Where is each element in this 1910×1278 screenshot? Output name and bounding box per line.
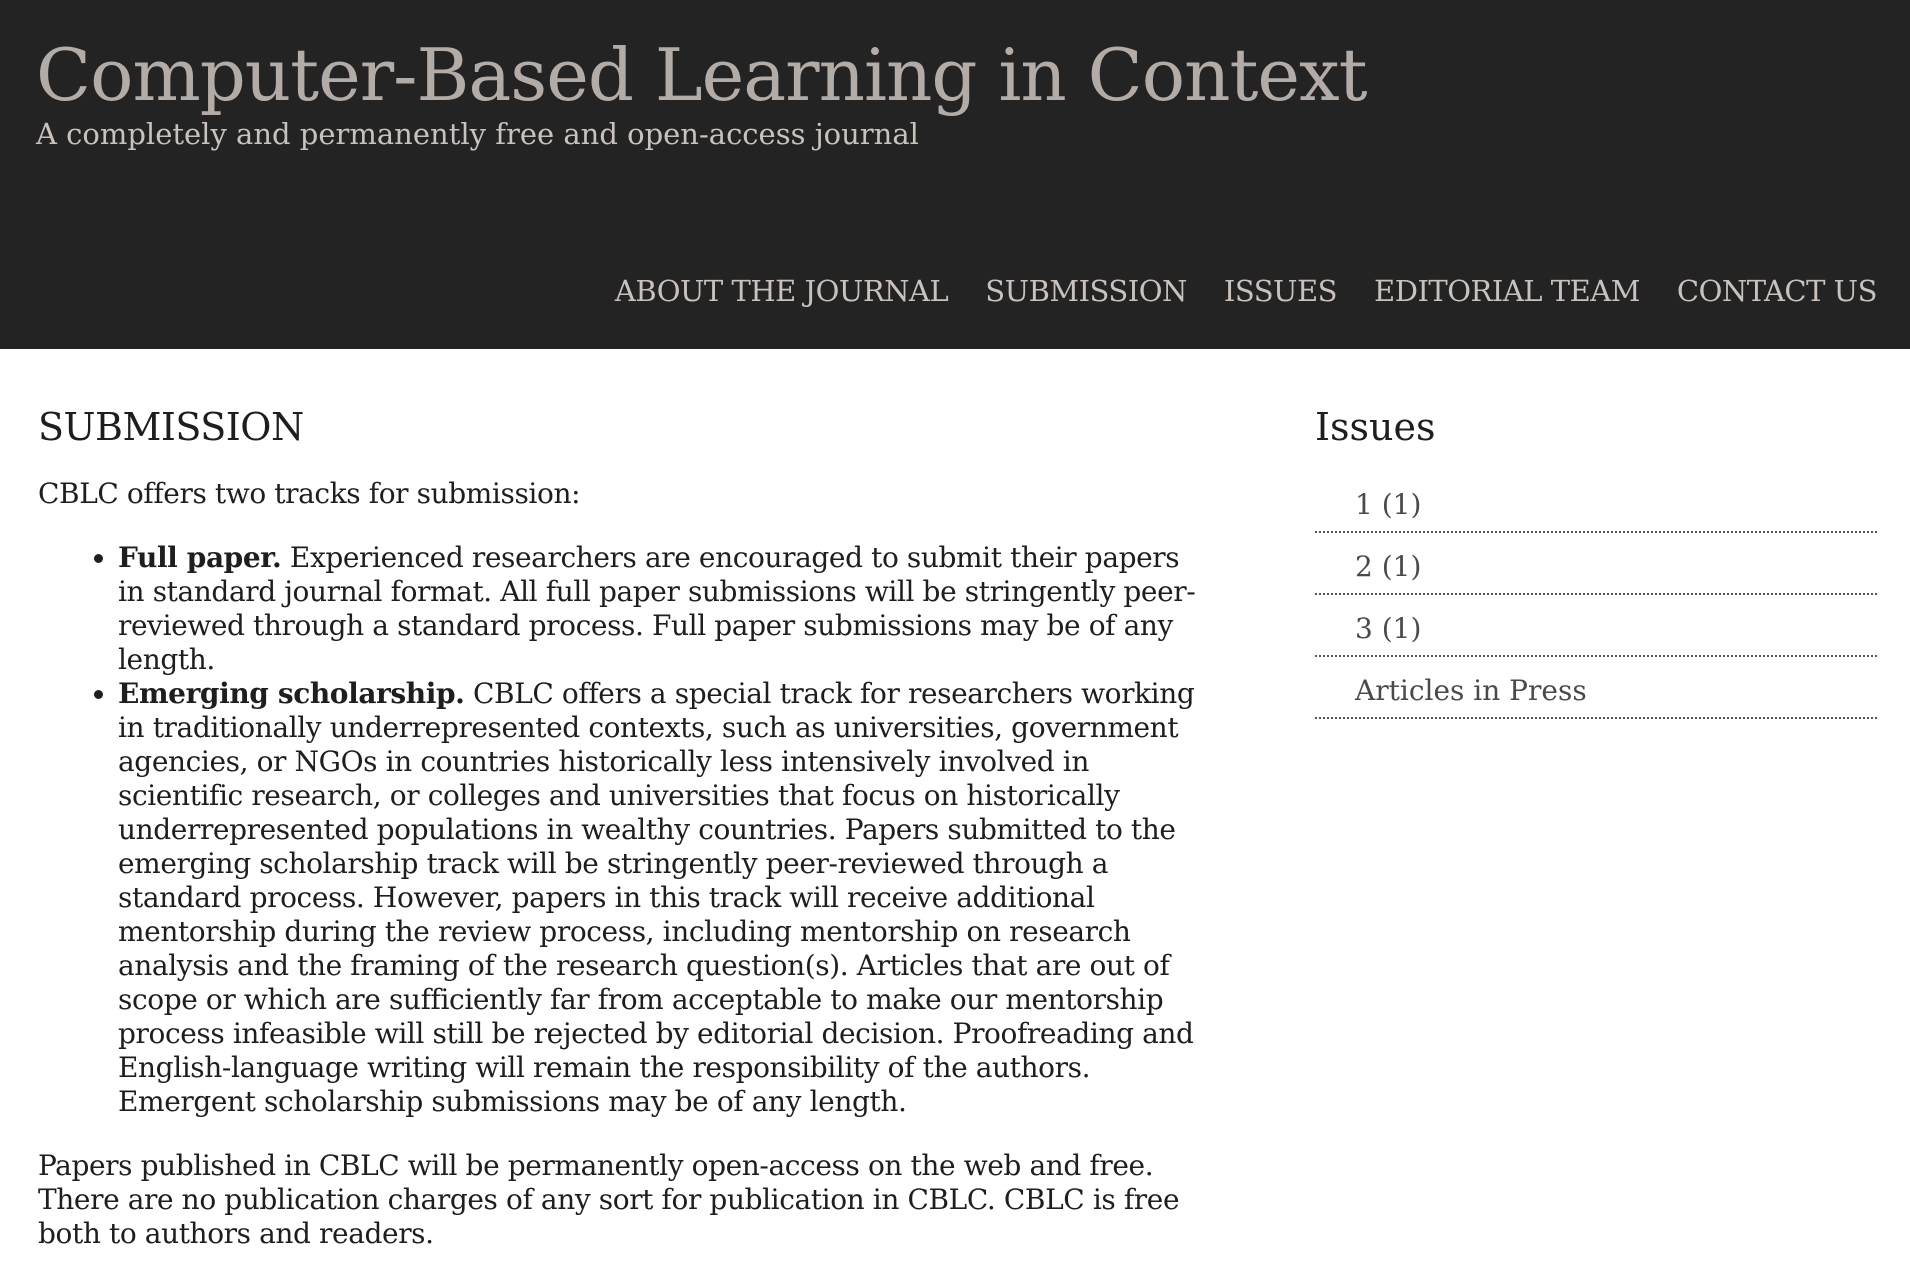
issue-link-3[interactable]: 3 (1) bbox=[1355, 612, 1422, 645]
issue-item bbox=[1315, 657, 1877, 719]
site-tagline: A completely and permanently free and open-access journal bbox=[36, 117, 919, 151]
track-description: CBLC offers a special track for researchers working in traditionally underrepresented contexts, such as universities, government agencies, or NGOs in countries historically less intensively involved in scientific research, or colleges and universities that focus on historically underrepresented populations in wealthy countries. Papers submitted to the emerging scholarship track will be stringently peer-reviewed through a standard process. However, papers in this track will receive additional mentorship during the review process, including mentorship on research analysis and the framing of the research question(s). Articles that are out of scope or which are sufficiently far from acceptable to make our mentorship process infeasible will still be rejected by editorial decision. Proofreading and English-language writing will remain the responsibility of the authors. Emergent scholarship submissions may be of any length. bbox=[118, 677, 1195, 1118]
nav-submission[interactable]: SUBMISSION bbox=[985, 274, 1187, 308]
page-title: SUBMISSION bbox=[38, 405, 304, 449]
issue-link-1[interactable]: 1 (1) bbox=[1355, 488, 1422, 521]
nav-contact-us[interactable]: CONTACT US bbox=[1676, 274, 1877, 308]
list-item-emerging-scholarship bbox=[118, 677, 1198, 1119]
intro-paragraph: CBLC offers two tracks for submission: bbox=[38, 477, 581, 510]
track-description: Experienced researchers are encouraged to submit their papers in standard journal format. All full paper submissions will be stringently peer-reviewed through a standard process. Full paper submissions may be of any length. bbox=[118, 541, 1196, 676]
nav-issues[interactable]: ISSUES bbox=[1223, 274, 1338, 308]
issue-list bbox=[1315, 483, 1877, 719]
issue-item bbox=[1315, 483, 1877, 533]
main-nav bbox=[615, 274, 1877, 308]
issue-link-2[interactable]: 2 (1) bbox=[1355, 550, 1422, 583]
nav-about-the-journal[interactable]: ABOUT THE JOURNAL bbox=[614, 274, 949, 308]
site-title[interactable]: Computer-Based Learning in Context bbox=[36, 33, 1367, 117]
list-item-full-paper bbox=[118, 541, 1198, 677]
submission-tracks-list bbox=[118, 541, 1198, 1119]
main-content bbox=[38, 405, 1198, 1251]
track-name: Emerging scholarship. bbox=[118, 677, 465, 710]
issue-item bbox=[1315, 595, 1877, 657]
site-header bbox=[0, 0, 1910, 349]
articles-in-press-link[interactable]: Articles in Press bbox=[1355, 674, 1587, 707]
sidebar bbox=[1315, 405, 1877, 719]
track-name: Full paper. bbox=[118, 541, 282, 574]
sidebar-title: Issues bbox=[1315, 405, 1436, 449]
closing-paragraph: Papers published in CBLC will be permanently open-access on the web and free. There are no publication charges of any sort for publication in CBLC. CBLC is free both to authors and readers. bbox=[38, 1149, 1180, 1250]
issue-item bbox=[1315, 533, 1877, 595]
nav-editorial-team[interactable]: EDITORIAL TEAM bbox=[1374, 274, 1640, 308]
